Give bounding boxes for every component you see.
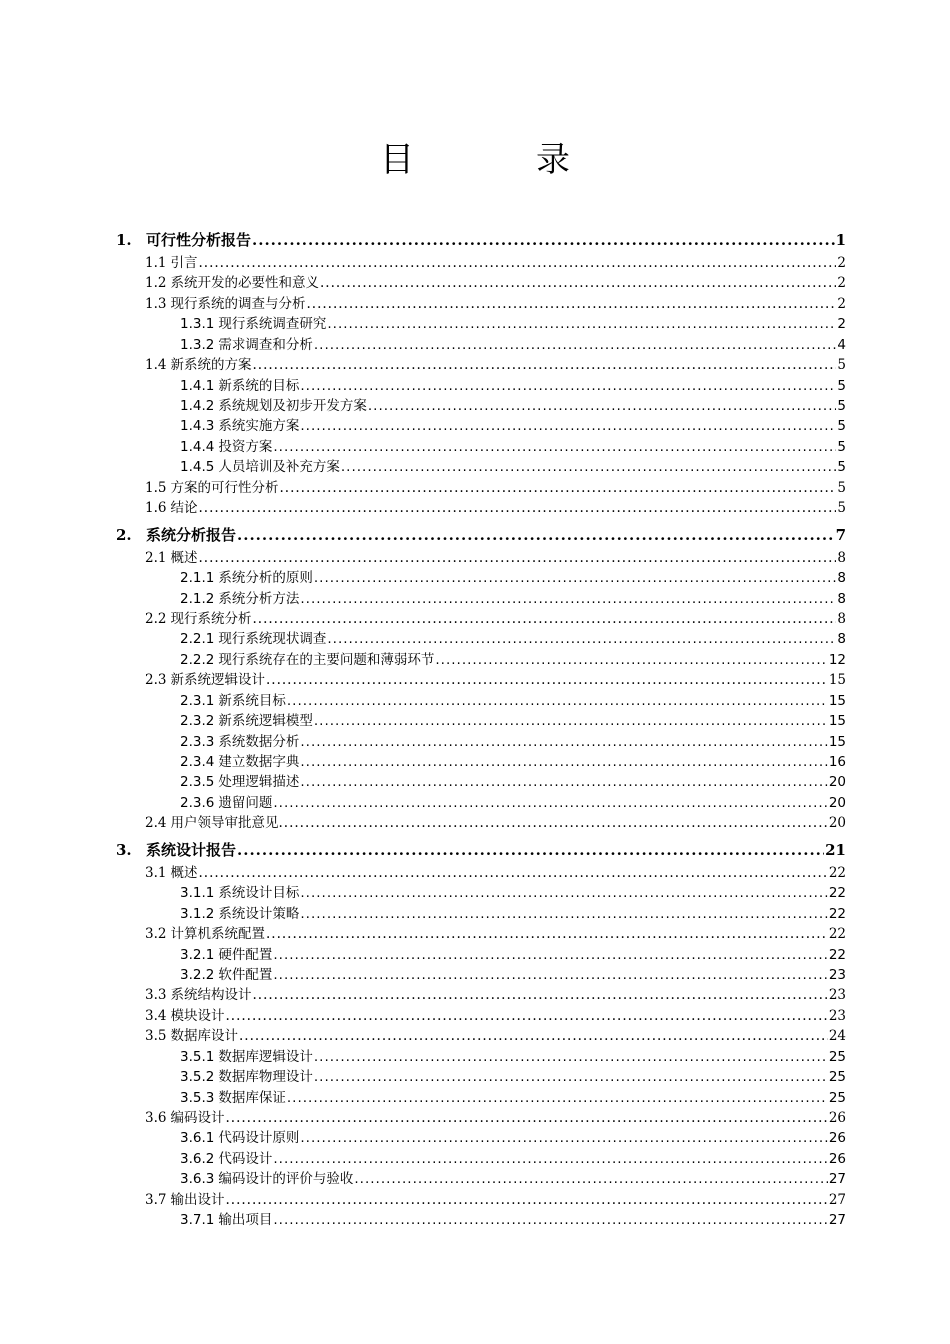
toc-entry-number: 1.4.2 [180,398,215,415]
toc-entry-label: 新系统逻辑模型 [218,713,313,730]
toc-title: 目 录 [380,140,614,180]
dot-leader [300,772,827,792]
toc-entry-number: 3.7.1 [180,1212,215,1229]
dot-leader [252,985,827,1005]
toc-entry-label: 现行系统分析 [170,610,252,627]
toc-entry-number: 1.4.5 [180,459,215,476]
toc-entry-label: 人员培训及补充方案 [218,459,340,476]
toc-entry[interactable] [0,863,950,883]
toc-entry-number: 2.3.4 [180,754,215,771]
toc-entry-number: 3.6.1 [180,1130,215,1147]
toc-entry[interactable] [0,335,950,355]
toc-entry-number: 3.2 [145,926,167,943]
toc-entry-page-number: 5 [837,357,846,374]
toc-entry-number: 2.2.1 [180,631,215,648]
toc-entry-number: 3.1.1 [180,885,215,902]
dot-leader [300,732,827,752]
dot-leader [320,273,836,293]
toc-entry-number: 1.2 [145,275,167,292]
toc-entry-page-number: 23 [828,966,846,983]
toc-entry[interactable] [0,589,950,609]
toc-entry-label: 系统设计策略 [218,905,300,922]
toc-entry-label: 建立数据字典 [218,754,300,771]
toc-entry-page-number: 5 [837,418,846,435]
toc-entry-page-number: 22 [828,946,846,963]
toc-entry[interactable] [0,773,950,793]
dot-leader [306,294,836,314]
toc-entry-label: 系统结构设计 [170,987,252,1004]
dot-leader [300,883,827,903]
toc-entry[interactable] [0,670,950,690]
toc-entry-label: 新系统的目标 [218,377,300,394]
toc-entry-page-number: 15 [828,692,846,709]
toc-entry-number: 2.1 [145,549,167,566]
dot-leader [354,1169,827,1189]
toc-entry-label: 现行系统调查研究 [218,316,327,333]
toc-entry-label: 数据库逻辑设计 [218,1048,313,1065]
toc-entry-label: 代码设计 [218,1150,273,1167]
toc-entry-number: 1.3 [145,295,167,312]
dot-leader [252,355,836,375]
toc-entry-page-number: 26 [828,1110,846,1127]
dot-leader [341,457,837,477]
dot-leader [273,1210,827,1230]
toc-entry-page-number: 15 [828,672,846,689]
toc-entry[interactable] [0,945,950,965]
toc-entry-label: 编码设计 [170,1110,225,1127]
dot-leader [273,965,827,985]
dot-leader [273,437,836,457]
dot-leader [198,253,836,273]
dot-leader [237,838,824,863]
toc-entry-page-number: 25 [828,1069,846,1086]
dot-leader [273,1149,827,1169]
dot-leader [252,228,835,253]
toc-entry-number: 1.3.1 [180,316,215,333]
toc-entry[interactable] [0,1129,950,1149]
toc-entry[interactable] [0,1210,950,1230]
toc-entry-label: 系统规划及初步开发方案 [218,398,367,415]
toc-entry-label: 投资方案 [218,438,273,455]
dot-leader [314,1047,828,1067]
toc-entry-page-number: 5 [837,479,846,496]
dot-leader [300,416,836,436]
toc-entry[interactable] [0,609,950,629]
toc-entry-number: 3.2.1 [180,946,215,963]
toc-entry-number: 2.1.2 [180,590,215,607]
dot-leader [252,609,836,629]
toc-entry-number: 2.1.1 [180,570,215,587]
toc-entry-number: 2.2 [145,610,167,627]
dot-leader [314,1067,828,1087]
dot-leader [273,793,827,813]
toc-entry-label: 系统实施方案 [218,418,300,435]
toc-entry-number: 3.1 [145,864,167,881]
dot-leader [300,376,836,396]
dot-leader [225,1006,827,1026]
toc-entry-label: 现行系统的调查与分析 [170,295,306,312]
dot-leader [314,711,828,731]
toc-entry-number: 3.5.2 [180,1069,215,1086]
toc-entry-page-number: 15 [828,713,846,730]
toc-entry-page-number: 8 [837,610,846,627]
toc-entry[interactable] [0,752,950,772]
dot-leader [273,945,827,965]
toc-entry-page-number: 27 [828,1212,846,1229]
dot-leader [279,478,836,498]
toc-entry[interactable] [0,1006,950,1026]
toc-entry-number: 1.4 [145,357,167,374]
toc-entry-page-number: 21 [825,840,846,859]
toc-entry-page-number: 22 [828,885,846,902]
dot-leader [225,1190,827,1210]
toc-entry-number: 2.3 [145,672,167,689]
toc-entry-page-number: 22 [828,926,846,943]
toc-entry[interactable] [0,1088,950,1108]
toc-entry-number: 3. [116,840,132,859]
toc-entry-number: 3.3 [145,987,167,1004]
dot-leader [300,752,827,772]
toc-entry-number: 2.4 [145,815,167,832]
dot-leader [287,1088,828,1108]
toc-entry-label: 现行系统存在的主要问题和薄弱环节 [218,651,435,668]
toc-entry-page-number: 23 [828,987,846,1004]
toc-entry-label: 代码设计原则 [218,1130,300,1147]
dot-leader [300,904,827,924]
toc-entry-page-number: 25 [828,1089,846,1106]
toc-entry[interactable] [0,1026,950,1046]
toc-entry-label: 新系统目标 [218,692,286,709]
toc-entry-label: 概述 [170,864,198,881]
toc-entry-label: 遗留问题 [218,794,273,811]
toc-entry-page-number: 4 [837,336,846,353]
toc-entry[interactable] [0,1047,950,1067]
dot-leader [198,863,827,883]
toc-entry-page-number: 12 [828,651,846,668]
toc-entry-number: 1.4.4 [180,438,215,455]
toc-entry-number: 3.2.2 [180,966,215,983]
toc-entry-label: 需求调查和分析 [218,336,313,353]
dot-leader [327,629,836,649]
toc-entry-number: 3.6.2 [180,1150,215,1167]
toc-entry[interactable] [0,396,950,416]
dot-leader [327,314,836,334]
toc-entry-page-number: 20 [828,794,846,811]
toc-entry[interactable] [0,376,950,396]
toc-entry[interactable] [0,1169,950,1189]
toc-entry-number: 3.6.3 [180,1171,215,1188]
toc-entry-number: 3.4 [145,1007,167,1024]
toc-entry-label: 引言 [170,254,198,271]
toc-entry-page-number: 5 [837,500,846,517]
dot-leader [287,691,828,711]
toc-entry-label: 用户领导审批意见. [170,815,283,832]
toc-entry-label: 输出项目 [218,1212,273,1229]
toc-entry-number: 1.6 [145,500,167,517]
toc-entry-page-number: 5 [837,377,846,394]
toc-entry-label: 方案的可行性分析 [170,479,279,496]
toc-entry-page-number: 26 [828,1130,846,1147]
toc-entry-page-number: 2 [837,316,846,333]
toc-entry-page-number: 1 [835,231,846,249]
toc-entry[interactable] [0,478,950,498]
toc-entry-number: 2.3.3 [180,733,215,750]
toc-entry-label: 现行系统现状调查 [218,631,327,648]
toc-entry-page-number: 15 [828,733,846,750]
dot-leader [198,498,836,518]
toc-entry-label: 数据库设计 [170,1028,238,1045]
dot-leader [284,813,828,833]
toc-entry[interactable] [0,691,950,711]
toc-entry-label: 系统数据分析 [218,733,300,750]
dot-leader [314,335,837,355]
toc-entry[interactable] [0,904,950,924]
toc-entry[interactable] [0,985,950,1005]
toc-entry-label: 硬件配置 [218,946,273,963]
toc-entry-page-number: 8 [837,590,846,607]
toc-entry-number: 1.4.1 [180,377,215,394]
toc-entry-number: 2.3.5 [180,774,215,791]
dot-leader [300,1128,827,1148]
toc-entry-page-number: 22 [828,864,846,881]
toc-entry-page-number: 16 [828,754,846,771]
toc-entry[interactable] [0,838,950,863]
toc-entry-page-number: 5 [837,398,846,415]
dot-leader [300,589,836,609]
toc-entry-label: 数据库保证 [218,1089,286,1106]
toc-entry[interactable] [0,273,950,293]
toc-entry[interactable] [0,965,950,985]
toc-entry[interactable] [0,568,950,588]
toc-entry[interactable] [0,314,950,334]
toc-entry[interactable] [0,417,950,437]
toc-entry-label: 编码设计的评价与验收 [218,1171,354,1188]
toc-entry-label: 软件配置 [218,966,273,983]
toc-entry[interactable] [0,732,950,752]
toc-entry-label: 系统分析的原则 [218,570,313,587]
toc-entry-page-number: 23 [828,1007,846,1024]
toc-entry-page-number: 2 [837,295,846,312]
dot-leader [435,650,827,670]
toc-entry-label: 系统分析报告 [146,525,237,544]
toc-entry[interactable] [0,1190,950,1210]
toc-entry-number: 3.6 [145,1110,167,1127]
toc-entry[interactable] [0,1149,950,1169]
toc-entry-label: 系统设计目标 [218,885,300,902]
toc-entry-label: 系统设计报告 [146,840,237,859]
toc-entry-number: 2.3.2 [180,713,215,730]
toc-entry-label: 概述 [170,549,198,566]
toc-entry[interactable] [0,498,950,518]
toc-entry-page-number: 2 [837,275,846,292]
toc-entry-number: 2.2.2 [180,651,215,668]
dot-leader [314,568,837,588]
toc-entry-page-number: 27 [828,1191,846,1208]
toc-entry-page-number: 8 [837,549,846,566]
toc-entry-page-number: 8 [837,631,846,648]
toc-entry-label: 新系统的方案 [170,357,252,374]
toc-entry[interactable] [0,711,950,731]
toc-entry-page-number: 20 [828,774,846,791]
toc-entry-number: 1.3.2 [180,336,215,353]
toc-entry-label: 处理逻辑描述 [218,774,300,791]
toc-entry-page-number: 5 [837,438,846,455]
dot-leader [368,396,837,416]
toc-entry[interactable] [0,355,950,375]
toc-entry[interactable] [0,548,950,568]
toc-entry[interactable] [0,228,950,253]
toc-entry-number: 1.4.3 [180,418,215,435]
toc-entry-page-number: 22 [828,905,846,922]
toc-entry-label: 计算机系统配置 [170,926,265,943]
toc-entry-number: 1.1 [145,254,167,271]
toc-entry-number: 3.7 [145,1191,167,1208]
toc-entry[interactable] [0,523,950,548]
toc-entry-page-number: 27 [828,1171,846,1188]
toc-entry-label: 系统分析方法 [218,590,300,607]
toc-entry-label: 输出设计 [170,1191,225,1208]
toc-entry[interactable] [0,294,950,314]
toc-entry-label: 数据库物理设计 [218,1069,313,1086]
toc-entry-number: 1.5 [145,479,167,496]
toc-entry[interactable] [0,793,950,813]
toc-entry-label: 模块设计 [170,1007,225,1024]
toc-entry[interactable] [0,883,950,903]
toc-entry[interactable] [0,1067,950,1087]
dot-leader [239,1026,828,1046]
toc-entry-label: 结论 [170,500,198,517]
toc-entry[interactable] [0,650,950,670]
toc-entry[interactable] [0,457,950,477]
toc-entry-number: 2. [116,525,132,544]
toc-entry-label: 新系统逻辑设计 [170,672,265,689]
toc-entry[interactable] [0,813,950,833]
toc-entry-page-number: 5 [837,459,846,476]
toc-entry[interactable] [0,1108,950,1128]
toc-entry-label: 系统开发的必要性和意义 [170,275,319,292]
toc-entry[interactable] [0,253,950,273]
toc-entry[interactable] [0,629,950,649]
toc-entry-number: 1. [116,231,132,249]
toc-entry-page-number: 2 [837,254,846,271]
dot-leader [266,670,828,690]
toc-entry-page-number: 20 [828,815,846,832]
toc-entry-number: 3.1.2 [180,905,215,922]
toc-entry[interactable] [0,924,950,944]
toc-entry-number: 3.5.3 [180,1089,215,1106]
toc-entry-page-number: 7 [835,525,846,544]
toc-entry-number: 2.3.1 [180,692,215,709]
dot-leader [266,924,828,944]
table-of-contents [0,228,950,1231]
toc-entry-page-number: 8 [837,570,846,587]
dot-leader [225,1108,827,1128]
toc-entry-page-number: 26 [828,1150,846,1167]
toc-entry-number: 2.3.6 [180,794,215,811]
toc-entry-page-number: 24 [828,1028,846,1045]
toc-entry-page-number: 25 [828,1048,846,1065]
dot-leader [237,523,835,548]
dot-leader [198,548,836,568]
toc-entry-number: 3.5.1 [180,1048,215,1065]
toc-entry-label: 可行性分析报告 [146,231,252,249]
toc-entry-number: 3.5 [145,1028,167,1045]
toc-entry[interactable] [0,437,950,457]
